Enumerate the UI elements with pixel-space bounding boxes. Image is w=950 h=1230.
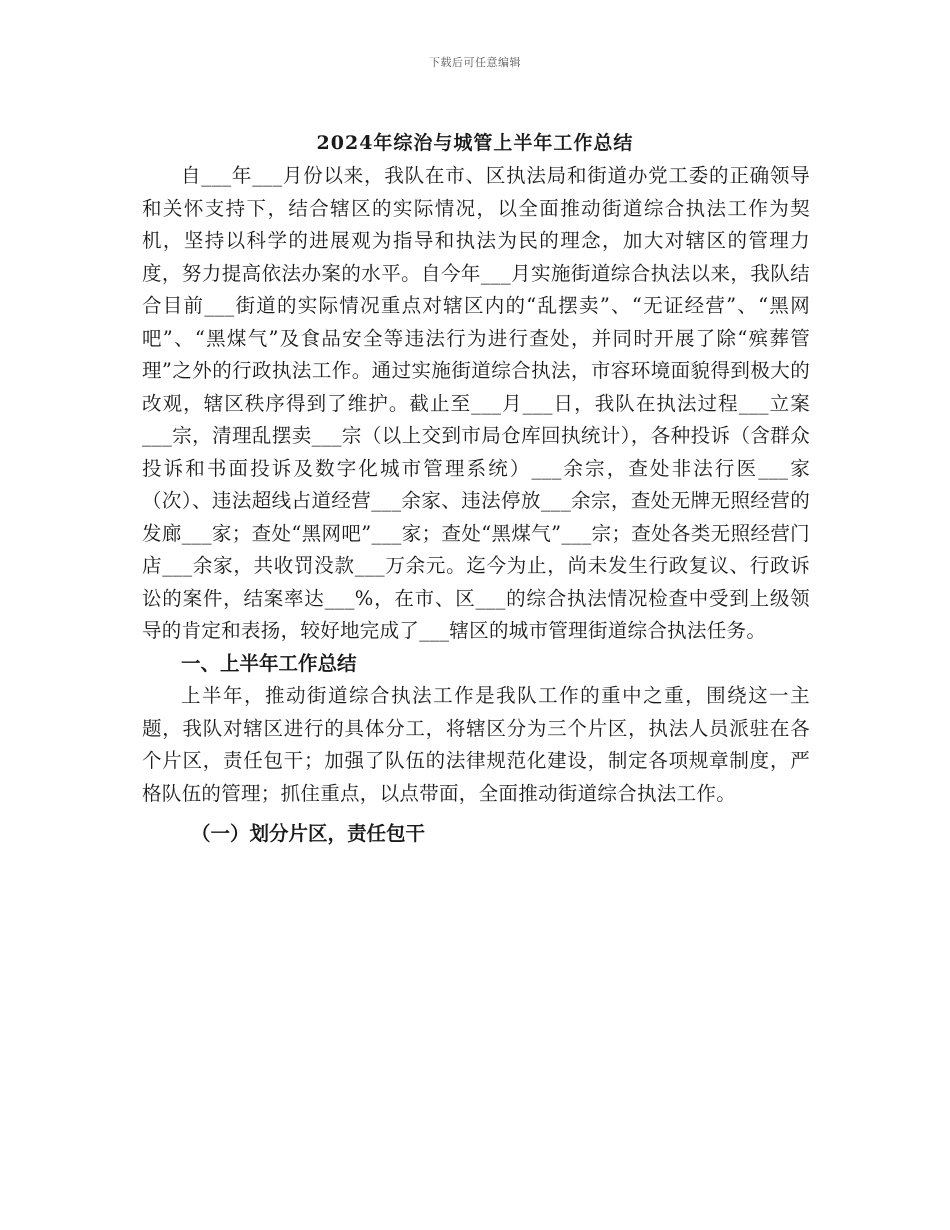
section-1-heading: 一、上半年工作总结 <box>181 651 357 675</box>
intro-paragraph: 自___年___月份以来，我队在市、区执法局和街道办党工委的正确领导和关怀支持下，结合辖区的实际情况，以全面推动街道综合执法工作为契机，坚持以科学的进展观为指导和执法为民的理念，加大对辖区的管理力度，努力提高依法办案的水平。自今年___月实施街道综合执法以来，我队结合目前___街道的实际情况重点对辖区内的“乱摆卖”、“无证经营”、“黑网吧”、“黑煤气”及食品安全等违法行为进行查处，并同时开展了除“殡葬管理”之外的行政执法工作。通过实施街道综合执法，市容环境面貌得到极大的改观，辖区秩序得到了维护。截止至___月___日，我队在执法过程___立案___宗，清理乱摆卖___宗（以上交到市局仓库回执统计），各种投诉（含群众投诉和书面投诉及数字化城市管理系统）___余宗，查处非法行医___家（次）、违法超线占道经营___余家、违法停放___余宗，查处无牌无照经营的发廊___家；查处“黑网吧”___家；查处“黑煤气”___宗；查处各类无照经营门店___余家，共收罚没款___万余元。迄今为止，尚未发生行政复议、行政诉讼的案件，结案率达___%，在市、区___的综合执法情况检查中受到上级领导的肯定和表扬，较好地完成了___辖区的城市管理街道综合执法任务。 <box>142 164 810 642</box>
page-header-note: 下载后可任意编辑 <box>429 56 521 69</box>
subsection-1-heading: （一）划分片区，责任包干 <box>191 822 426 845</box>
document-body <box>142 160 810 870</box>
document-title: 2024年综治与城管上半年工作总结 <box>316 132 634 154</box>
section-1-paragraph: 上半年，推动街道综合执法工作是我队工作的重中之重，围绕这一主题，我队对辖区进行的具体分工，将辖区分为三个片区，执法人员派驻在各个片区，责任包干；加强了队伍的法律规范化建设，制定各项规章制度，严格队伍的管理；抓住重点，以点带面，全面推动街道综合执法工作。 <box>142 684 810 805</box>
